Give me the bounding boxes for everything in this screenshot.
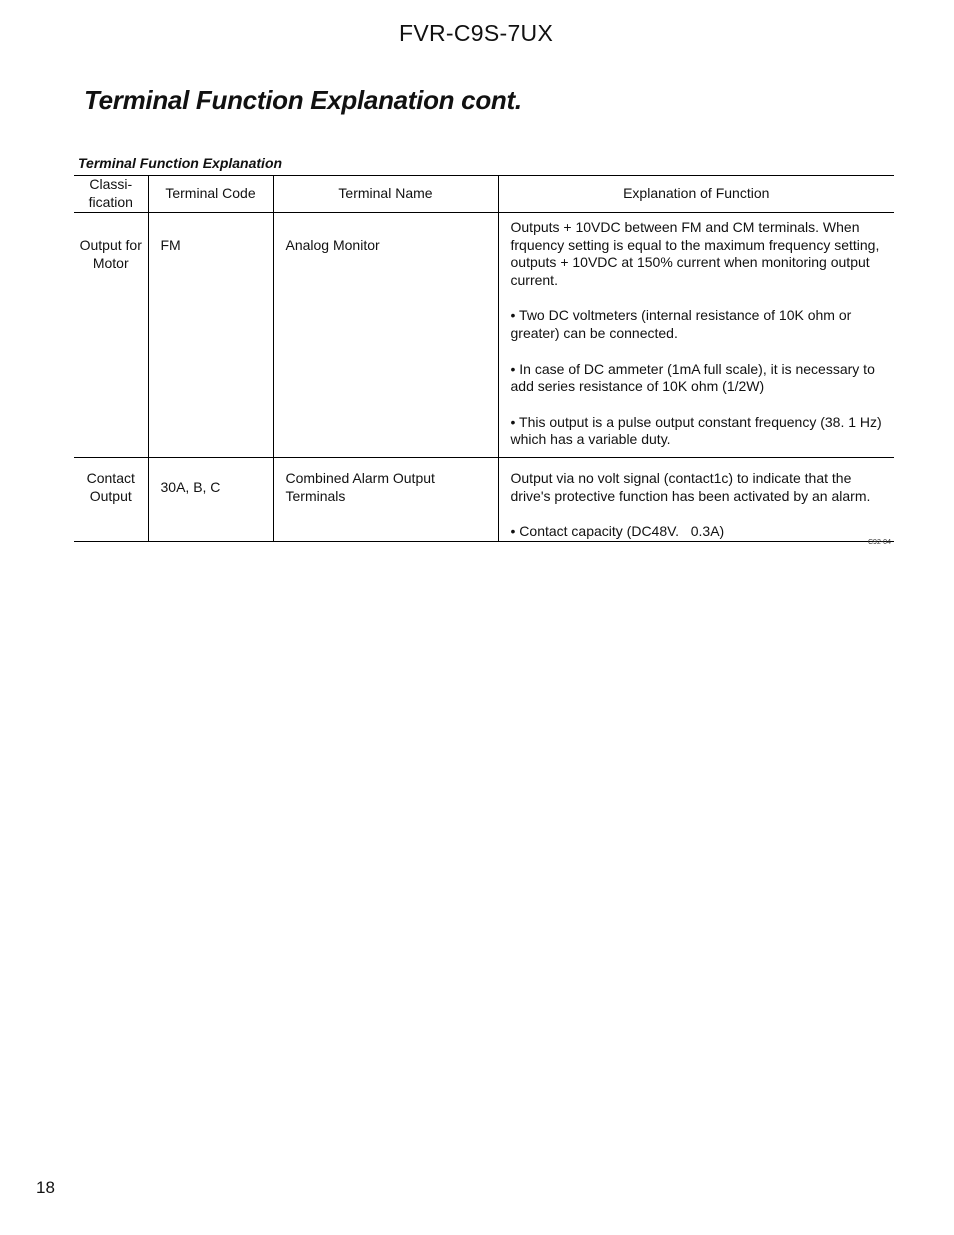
- cell-terminal-code: FM: [148, 213, 273, 458]
- figure-code: C92-04: [868, 539, 891, 546]
- cell-explanation: [498, 458, 894, 542]
- cell-terminal-code: 30A, B, C: [148, 458, 273, 542]
- header-terminal-name: Terminal Name: [273, 176, 498, 213]
- table-caption: Terminal Function Explanation: [78, 155, 283, 171]
- table-header-row: [74, 176, 894, 213]
- explanation-paragraph: Output via no volt signal (contact1c) to indicate that the drive's protective function has been activated by an alarm.: [510, 470, 871, 504]
- cell-explanation: [498, 213, 894, 458]
- table-row: [74, 213, 894, 458]
- terminal-function-table: [74, 175, 894, 542]
- header-terminal-code: Terminal Code: [148, 176, 273, 213]
- page-title: Terminal Function Explanation cont.: [84, 85, 522, 115]
- model-number: FVR-C9S-7UX: [399, 20, 554, 46]
- header-classification: Classi- fication: [74, 176, 148, 213]
- cell-terminal-name: Combined Alarm Output Terminals: [273, 458, 498, 542]
- explanation-bullet: • This output is a pulse output constant frequency (38. 1 Hz) which has a variable duty.: [510, 413, 882, 448]
- explanation-bullet: • Contact capacity (DC48V. 0.3A): [510, 523, 725, 540]
- table-row: [74, 458, 894, 542]
- cell-classification: Output for Motor: [74, 213, 148, 458]
- header-explanation: Explanation of Function: [498, 176, 894, 213]
- cell-classification: Contact Output: [74, 458, 148, 542]
- explanation-bullet: • In case of DC ammeter (1mA full scale), it is necessary to add series resistance of 10K ohm (1/2W): [510, 360, 875, 395]
- page-number: 18: [36, 1178, 55, 1197]
- cell-terminal-name: Analog Monitor: [273, 213, 498, 458]
- explanation-bullet: • Two DC voltmeters (internal resistance of 10K ohm or greater) can be connected.: [510, 307, 852, 341]
- explanation-paragraph: Outputs + 10VDC between FM and CM terminals. When frquency setting is equal to the maximum frequency setting, outputs + 10VDC at 150% current when monitoring output current.: [510, 219, 880, 288]
